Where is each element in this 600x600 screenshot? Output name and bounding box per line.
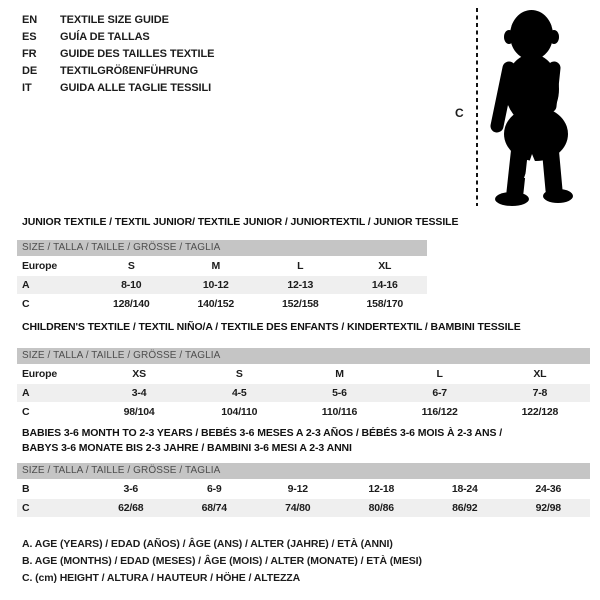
table-cell: 116/122 [390, 403, 490, 422]
lang-title: GUIDE DES TAILLES TEXTILE [60, 48, 215, 60]
table-cell: 3-4 [89, 384, 189, 403]
table-cell: 3-6 [89, 480, 173, 499]
table-row [17, 276, 427, 295]
table-cell: 8-10 [89, 276, 174, 295]
height-measure-line [476, 8, 478, 206]
lang-title: TEXTILGRÖßENFÜHRUNG [60, 65, 199, 77]
lang-code: DE [22, 65, 38, 77]
lang-code: ES [22, 31, 37, 43]
lang-row-en [22, 12, 214, 29]
table-cell: 122/128 [490, 403, 590, 422]
table-cell: XL [490, 365, 590, 384]
table-cell: S [89, 257, 174, 276]
size-header-bar: SIZE / TALLA / TAILLE / GRÖSSE / TAGLIA [17, 463, 590, 479]
footnote-c: C. (cm) HEIGHT / ALTURA / HAUTEUR / HÖHE / ALTEZZA [22, 572, 301, 584]
table-cell: M [289, 365, 389, 384]
lang-row-it [22, 80, 214, 97]
babies-size-table [17, 463, 590, 518]
table-cell: XS [89, 365, 189, 384]
language-title-list [22, 12, 214, 97]
table-cell: 68/74 [173, 499, 257, 518]
table-cell: 152/158 [258, 295, 343, 314]
table-row [17, 384, 590, 403]
junior-table-title: JUNIOR TEXTILE / TEXTIL JUNIOR/ TEXTILE JUNIOR / JUNIORTEXTIL / JUNIOR TESSILE [22, 216, 459, 228]
table-cell: 6-7 [390, 384, 490, 403]
table-cell: 158/170 [343, 295, 428, 314]
table-cell: 98/104 [89, 403, 189, 422]
lang-code: FR [22, 48, 37, 60]
lang-row-es [22, 29, 214, 46]
children-size-table [17, 348, 590, 422]
lang-title: GUÍA DE TALLAS [60, 31, 150, 43]
table-cell: 86/92 [423, 499, 507, 518]
table-cell: 14-16 [343, 276, 428, 295]
row-label: Europe [17, 365, 89, 384]
row-label: Europe [17, 257, 89, 276]
children-table-title: CHILDREN'S TEXTILE / TEXTIL NIÑO/A / TEXTILE DES ENFANTS / KINDERTEXTIL / BAMBINI TESSILE [22, 321, 521, 333]
table-cell: 92/98 [507, 499, 591, 518]
babies-title-line1: BABIES 3-6 MONTH TO 2-3 YEARS / BEBÉS 3-6 MESES A 2-3 AÑOS / BÉBÉS 3-6 MOIS À 2-3 ANS / [22, 427, 503, 439]
row-label: B [17, 480, 89, 499]
table-cell: 140/152 [174, 295, 259, 314]
table-cell: S [189, 365, 289, 384]
babies-table-title [22, 426, 502, 456]
table-cell: 10-12 [174, 276, 259, 295]
lang-row-fr [22, 46, 214, 63]
table-row [17, 365, 590, 384]
table-row [17, 480, 590, 499]
table-cell: L [390, 365, 490, 384]
table-row [17, 499, 590, 518]
table-cell: 7-8 [490, 384, 590, 403]
table-cell: 80/86 [340, 499, 424, 518]
table-cell: L [258, 257, 343, 276]
table-row [17, 257, 427, 276]
row-label: A [17, 276, 89, 295]
lang-row-de [22, 63, 214, 80]
size-header-bar: SIZE / TALLA / TAILLE / GRÖSSE / TAGLIA [17, 348, 590, 364]
table-cell: 5-6 [289, 384, 389, 403]
lang-code: IT [22, 82, 32, 94]
lang-title: TEXTILE SIZE GUIDE [60, 14, 169, 26]
table-cell: 4-5 [189, 384, 289, 403]
size-header-bar: SIZE / TALLA / TAILLE / GRÖSSE / TAGLIA [17, 240, 427, 256]
table-cell: 18-24 [423, 480, 507, 499]
table-cell: 62/68 [89, 499, 173, 518]
table-cell: XL [343, 257, 428, 276]
footnote-b: B. AGE (MONTHS) / EDAD (MESES) / ÂGE (MOIS) / ALTER (MONATE) / ETÀ (MESI) [22, 555, 422, 567]
lang-code: EN [22, 14, 38, 26]
lang-title: GUIDA ALLE TAGLIE TESSILI [60, 82, 212, 94]
row-label: C [17, 295, 89, 314]
junior-size-table [17, 240, 427, 314]
row-label: C [17, 403, 89, 422]
table-cell: 104/110 [189, 403, 289, 422]
table-cell: 6-9 [173, 480, 257, 499]
table-cell: 12-18 [340, 480, 424, 499]
row-label: C [17, 499, 89, 518]
table-cell: 24-36 [507, 480, 591, 499]
table-cell: 12-13 [258, 276, 343, 295]
table-cell: 110/116 [289, 403, 389, 422]
table-cell: M [174, 257, 259, 276]
table-row [17, 295, 427, 314]
baby-silhouette [486, 6, 578, 208]
table-row [17, 403, 590, 422]
table-cell: 9-12 [256, 480, 340, 499]
babies-title-line2: BABYS 3-6 MONATE BIS 2-3 JAHRE / BAMBINI 3-6 MESI A 2-3 ANNI [22, 442, 352, 454]
table-cell: 128/140 [89, 295, 174, 314]
footnote-legend [22, 536, 422, 587]
row-label: A [17, 384, 89, 403]
footnote-a: A. AGE (YEARS) / EDAD (AÑOS) / ÂGE (ANS) / ALTER (JAHRE) / ETÀ (ANNI) [22, 538, 393, 550]
height-measure-label: C [455, 106, 464, 120]
table-cell: 74/80 [256, 499, 340, 518]
